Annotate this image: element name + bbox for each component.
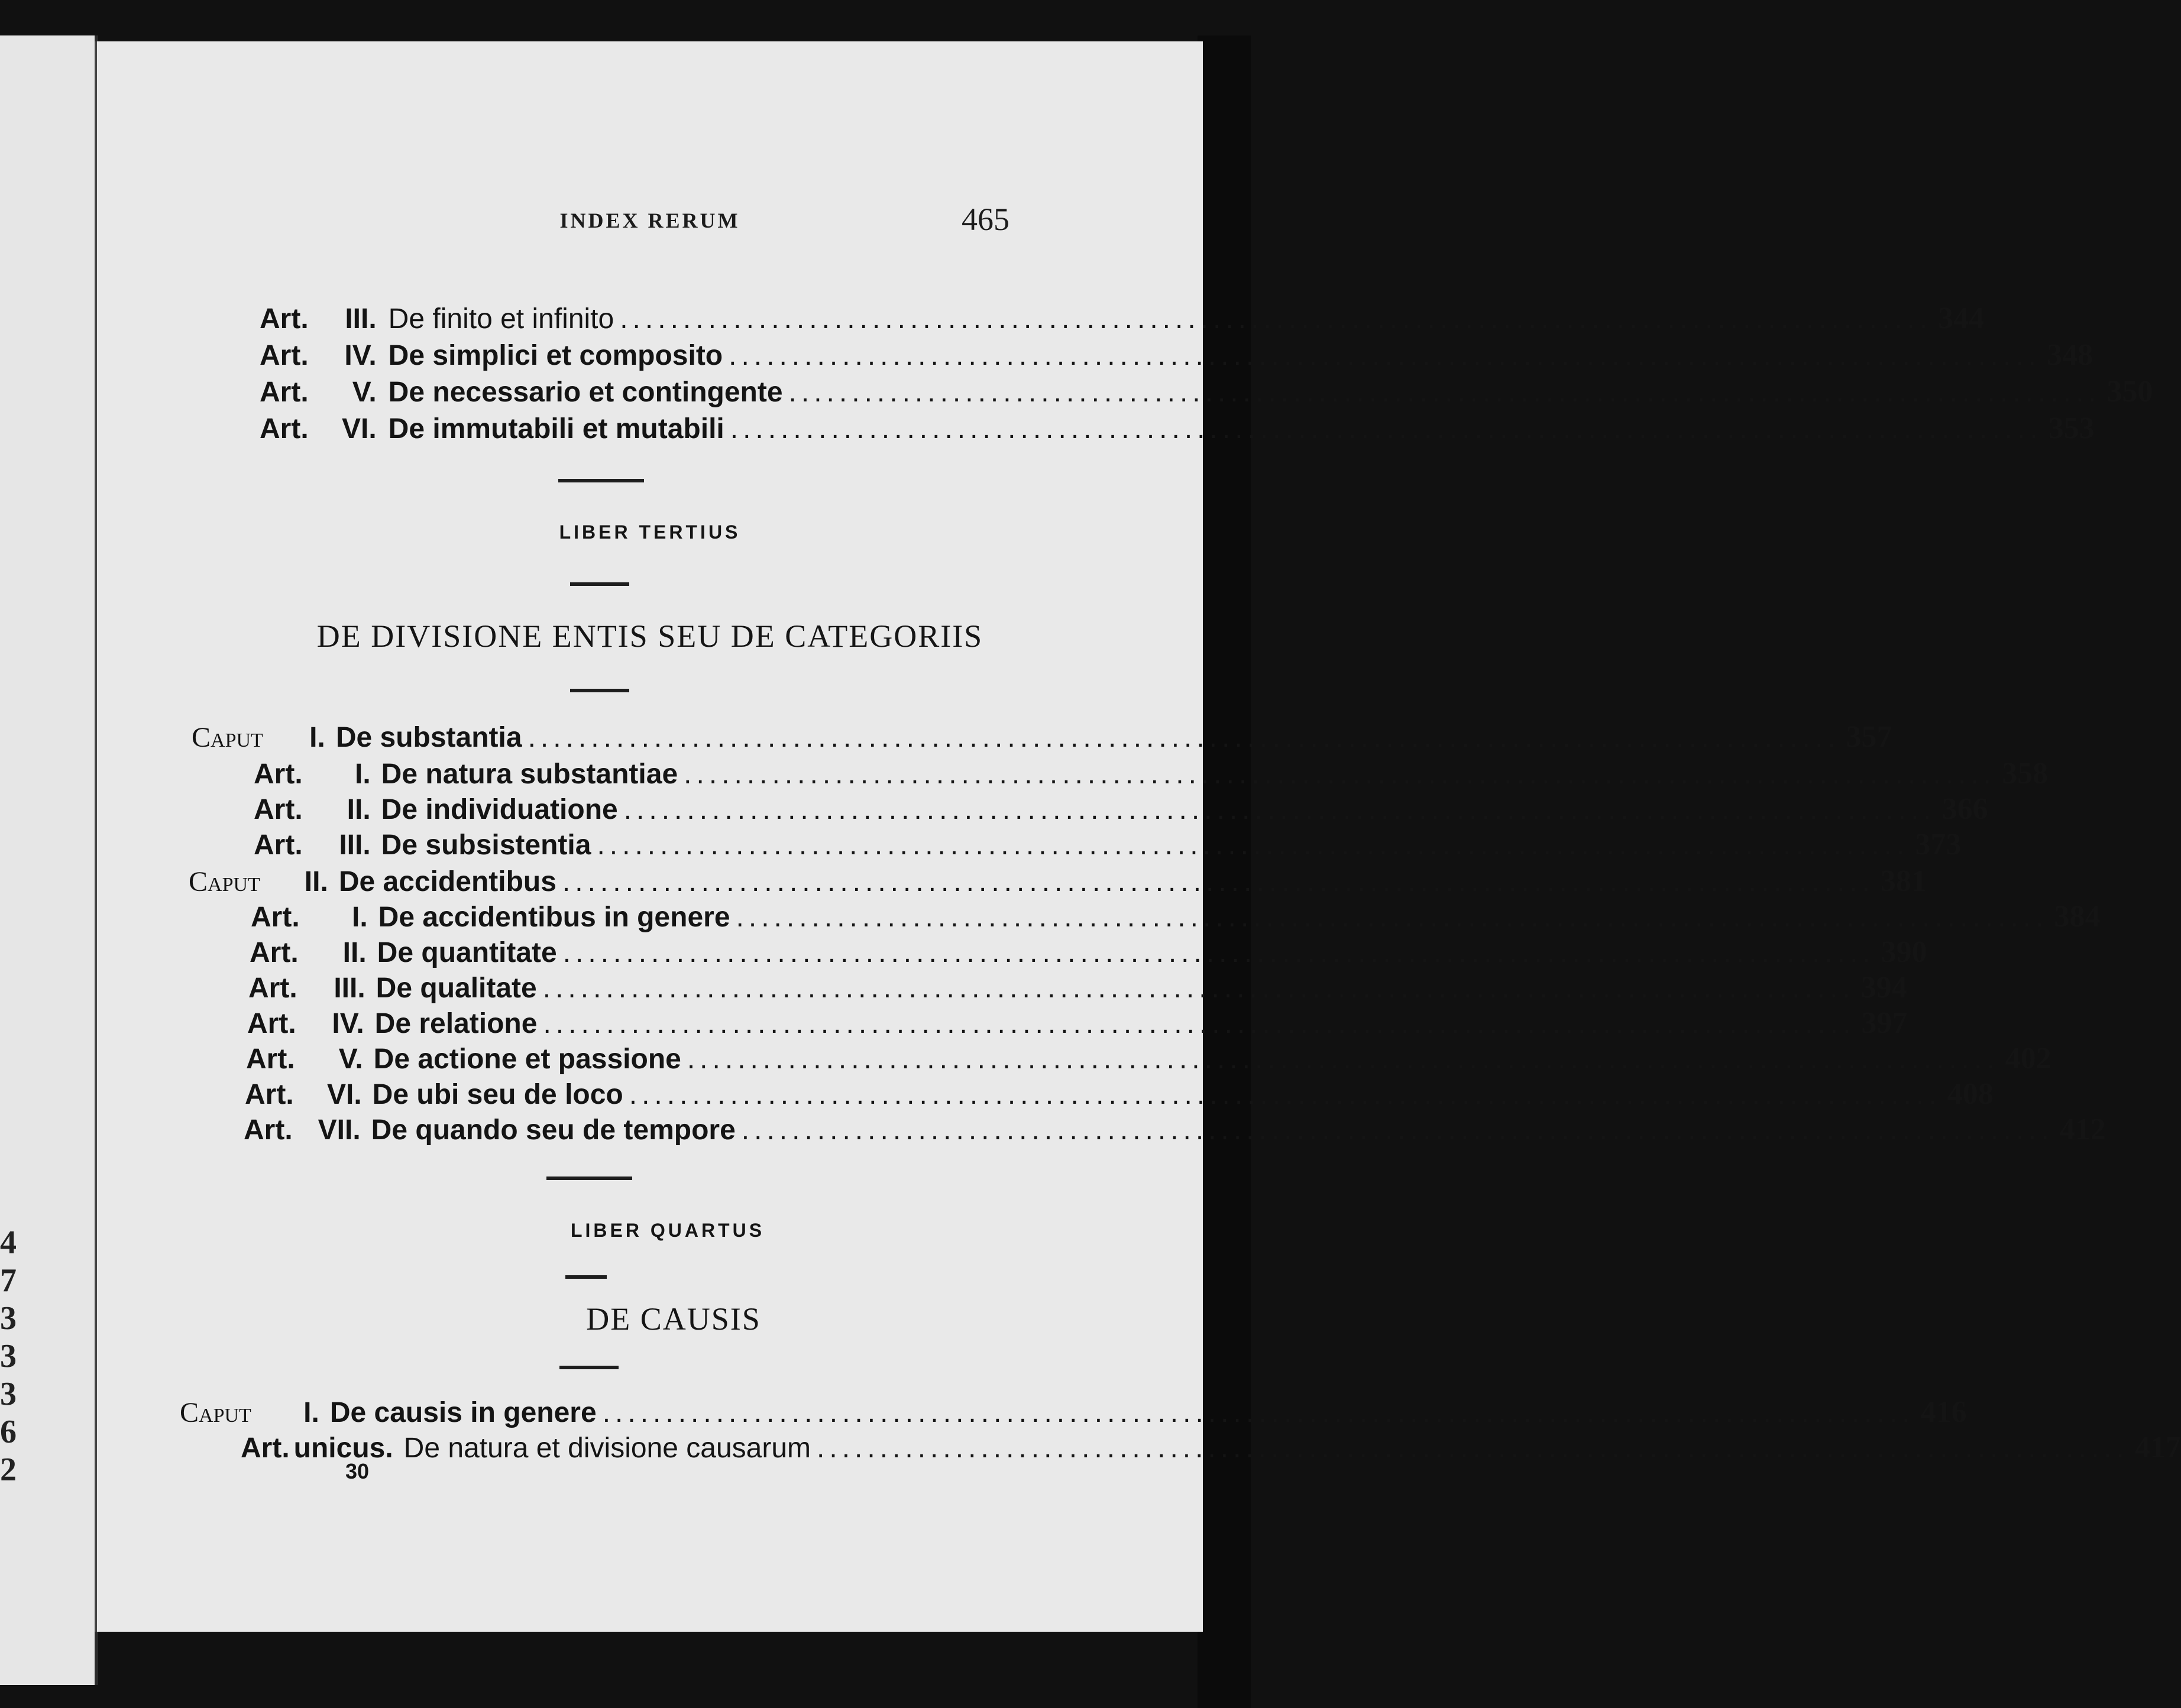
toc-row xyxy=(254,792,1988,827)
entry-label: Caput xyxy=(192,722,263,753)
entry-page: 384 xyxy=(2054,900,2101,934)
entry-page: 394 xyxy=(1860,971,1907,1004)
entry-title: De accidentibus xyxy=(338,866,556,897)
dot-leader: ........................................................................................................ xyxy=(730,413,2043,445)
dot-leader: ........................................................................................................ xyxy=(788,377,2101,408)
entry-page: 344 xyxy=(1938,302,1985,335)
liber-tertius-title: DE DIVISIONE ENTIS SEU DE CATEGORIIS xyxy=(316,618,983,654)
toc-row xyxy=(244,1113,2106,1148)
dot-leader: ........................................................................................................ xyxy=(528,722,1840,753)
toc-row-caput xyxy=(192,720,1892,755)
dot-leader: ........................................................................................................ xyxy=(741,1114,2054,1146)
dot-leader: ........................................................................................................ xyxy=(684,759,1996,790)
entry-page: 350 xyxy=(2106,375,2153,409)
entry-label: Art. xyxy=(254,759,303,790)
entry-title: De immutabili et mutabili xyxy=(388,413,724,445)
entry-title: De natura et divisione causarum xyxy=(403,1432,811,1464)
entry-title: De qualitate xyxy=(376,973,537,1004)
toc-row xyxy=(260,302,1985,336)
toc-row xyxy=(250,935,1927,970)
dot-leader: ........................................................................................................ xyxy=(687,1043,1999,1075)
toc-row xyxy=(260,375,2153,410)
entry-page: 408 xyxy=(1947,1077,1994,1111)
dot-leader: ........................................................................................................ xyxy=(542,973,1855,1004)
dot-leader: ........................................................................................................ xyxy=(562,937,1875,968)
toc-row xyxy=(254,828,1962,863)
section-rule xyxy=(570,689,629,692)
facing-mark: 6 xyxy=(0,1414,17,1450)
entry-number: V. xyxy=(352,377,377,408)
entry-number: I. xyxy=(303,1397,319,1428)
entry-title: De individuatione xyxy=(381,794,618,825)
entry-page: 357 xyxy=(1846,720,1892,754)
entry-page: 412 xyxy=(2059,1113,2106,1146)
entry-label: Art. xyxy=(251,902,300,933)
section-rule xyxy=(570,582,629,586)
facing-mark: 3 xyxy=(0,1300,17,1337)
toc-row xyxy=(260,411,2095,446)
entry-number: I. xyxy=(355,759,371,790)
entry-number: VI. xyxy=(341,413,377,445)
entry-title: De causis in genere xyxy=(329,1397,597,1428)
entry-label: Art. xyxy=(260,413,309,445)
entry-number: IV. xyxy=(332,1008,364,1039)
facing-mark: 4 xyxy=(0,1224,17,1261)
dot-leader: ........................................................................................................ xyxy=(543,1008,1856,1039)
entry-page: 366 xyxy=(1941,792,1988,826)
entry-number: I. xyxy=(309,722,325,753)
entry-page: 397 xyxy=(1861,1006,1908,1040)
dot-leader: ........................................................................................................ xyxy=(629,1079,1941,1110)
entry-number: II. xyxy=(347,794,371,825)
entry-label: Art. xyxy=(254,829,303,861)
entry-title: De substantia xyxy=(335,722,522,753)
entry-number: unicus. xyxy=(293,1432,393,1464)
entry-title: De ubi seu de loco xyxy=(372,1079,623,1110)
toc-row xyxy=(260,338,2093,373)
entry-title: De quantitate xyxy=(377,937,557,968)
entry-page: 390 xyxy=(1881,935,1927,969)
entry-label: Art. xyxy=(245,1079,294,1110)
entry-title: De necessario et contingente xyxy=(388,377,783,408)
facing-mark: 2 xyxy=(0,1451,17,1488)
dot-leader: ........................................................................................................ xyxy=(620,303,1933,335)
entry-label: Art. xyxy=(250,937,299,968)
facing-page-edge xyxy=(0,35,98,1685)
entry-page: 381 xyxy=(1880,864,1927,898)
entry-label: Art. xyxy=(260,303,309,335)
page-number: 465 xyxy=(962,202,1009,237)
toc-row xyxy=(254,757,2049,792)
entry-number: II. xyxy=(342,937,367,968)
entry-page: 348 xyxy=(2047,338,2093,372)
dot-leader: ........................................................................................................ xyxy=(736,902,2049,933)
dot-leader: ........................................................................................................ xyxy=(817,1432,2129,1464)
running-title: INDEX RERUM xyxy=(559,209,740,232)
liber-tertius-label: LIBER TERTIUS xyxy=(559,521,741,543)
entry-title: De accidentibus in genere xyxy=(378,902,730,933)
facing-mark: 3 xyxy=(0,1376,17,1412)
entry-number: III. xyxy=(334,973,365,1004)
toc-row-caput xyxy=(180,1395,1967,1430)
section-rule xyxy=(559,1366,619,1369)
toc-row xyxy=(248,971,1907,1006)
entry-title: De simplici et composito xyxy=(388,340,723,371)
entry-label: Caput xyxy=(189,866,260,897)
entry-number: IV. xyxy=(344,340,377,371)
entry-label: Caput xyxy=(180,1397,251,1428)
entry-title: De subsistentia xyxy=(381,829,591,861)
entry-label: Art. xyxy=(260,340,309,371)
entry-label: Art. xyxy=(244,1114,293,1146)
dot-leader: ........................................................................................................ xyxy=(602,1397,1915,1428)
dot-leader: ........................................................................................................ xyxy=(729,340,2041,371)
facing-mark: 3 xyxy=(0,1338,17,1375)
entry-number: V. xyxy=(338,1043,363,1075)
entry-number: III. xyxy=(339,829,371,861)
entry-title: De finito et infinito xyxy=(388,303,614,335)
toc-row xyxy=(251,900,2101,935)
toc-row xyxy=(245,1077,1994,1112)
liber-quartus-label: LIBER QUARTUS xyxy=(570,1220,765,1241)
section-rule xyxy=(546,1177,632,1180)
entry-number: II. xyxy=(304,866,328,897)
entry-title: De relatione xyxy=(374,1008,538,1039)
entry-number: VI. xyxy=(326,1079,362,1110)
entry-number: I. xyxy=(352,902,368,933)
facing-mark: 7 xyxy=(0,1262,17,1299)
entry-page: 416 xyxy=(1920,1395,1967,1429)
entry-label: Art. xyxy=(246,1043,295,1075)
entry-page: 417 xyxy=(2134,1431,2181,1464)
entry-label: Art. xyxy=(248,973,297,1004)
dot-leader: ........................................................................................................ xyxy=(597,829,1910,861)
toc-row xyxy=(246,1042,2051,1077)
entry-label: Art. xyxy=(247,1008,296,1039)
signature-mark: 30 xyxy=(345,1459,370,1483)
entry-page: 358 xyxy=(2002,757,2049,790)
facing-page-marks xyxy=(0,1224,24,1489)
entry-label: Art. xyxy=(241,1432,290,1464)
book-page xyxy=(95,41,2181,1632)
dot-leader: ........................................................................................................ xyxy=(623,794,1936,825)
entry-label: Art. xyxy=(260,377,309,408)
toc-row xyxy=(247,1006,1908,1041)
entry-title: De actione et passione xyxy=(373,1043,681,1075)
entry-page: 373 xyxy=(1915,828,1962,861)
dot-leader: ........................................................................................................ xyxy=(562,866,1875,897)
entry-number: III. xyxy=(345,303,377,335)
liber-quartus-title: DE CAUSIS xyxy=(586,1301,761,1337)
entry-page: 353 xyxy=(2048,411,2095,445)
entry-title: De natura substantiae xyxy=(381,759,678,790)
entry-number: VII. xyxy=(318,1114,361,1146)
entry-label: Art. xyxy=(254,794,303,825)
section-rule xyxy=(565,1275,607,1279)
section-rule xyxy=(558,479,644,482)
entry-title: De quando seu de tempore xyxy=(371,1114,736,1146)
entry-page: 402 xyxy=(2005,1042,2051,1075)
toc-row-caput xyxy=(189,864,1927,899)
